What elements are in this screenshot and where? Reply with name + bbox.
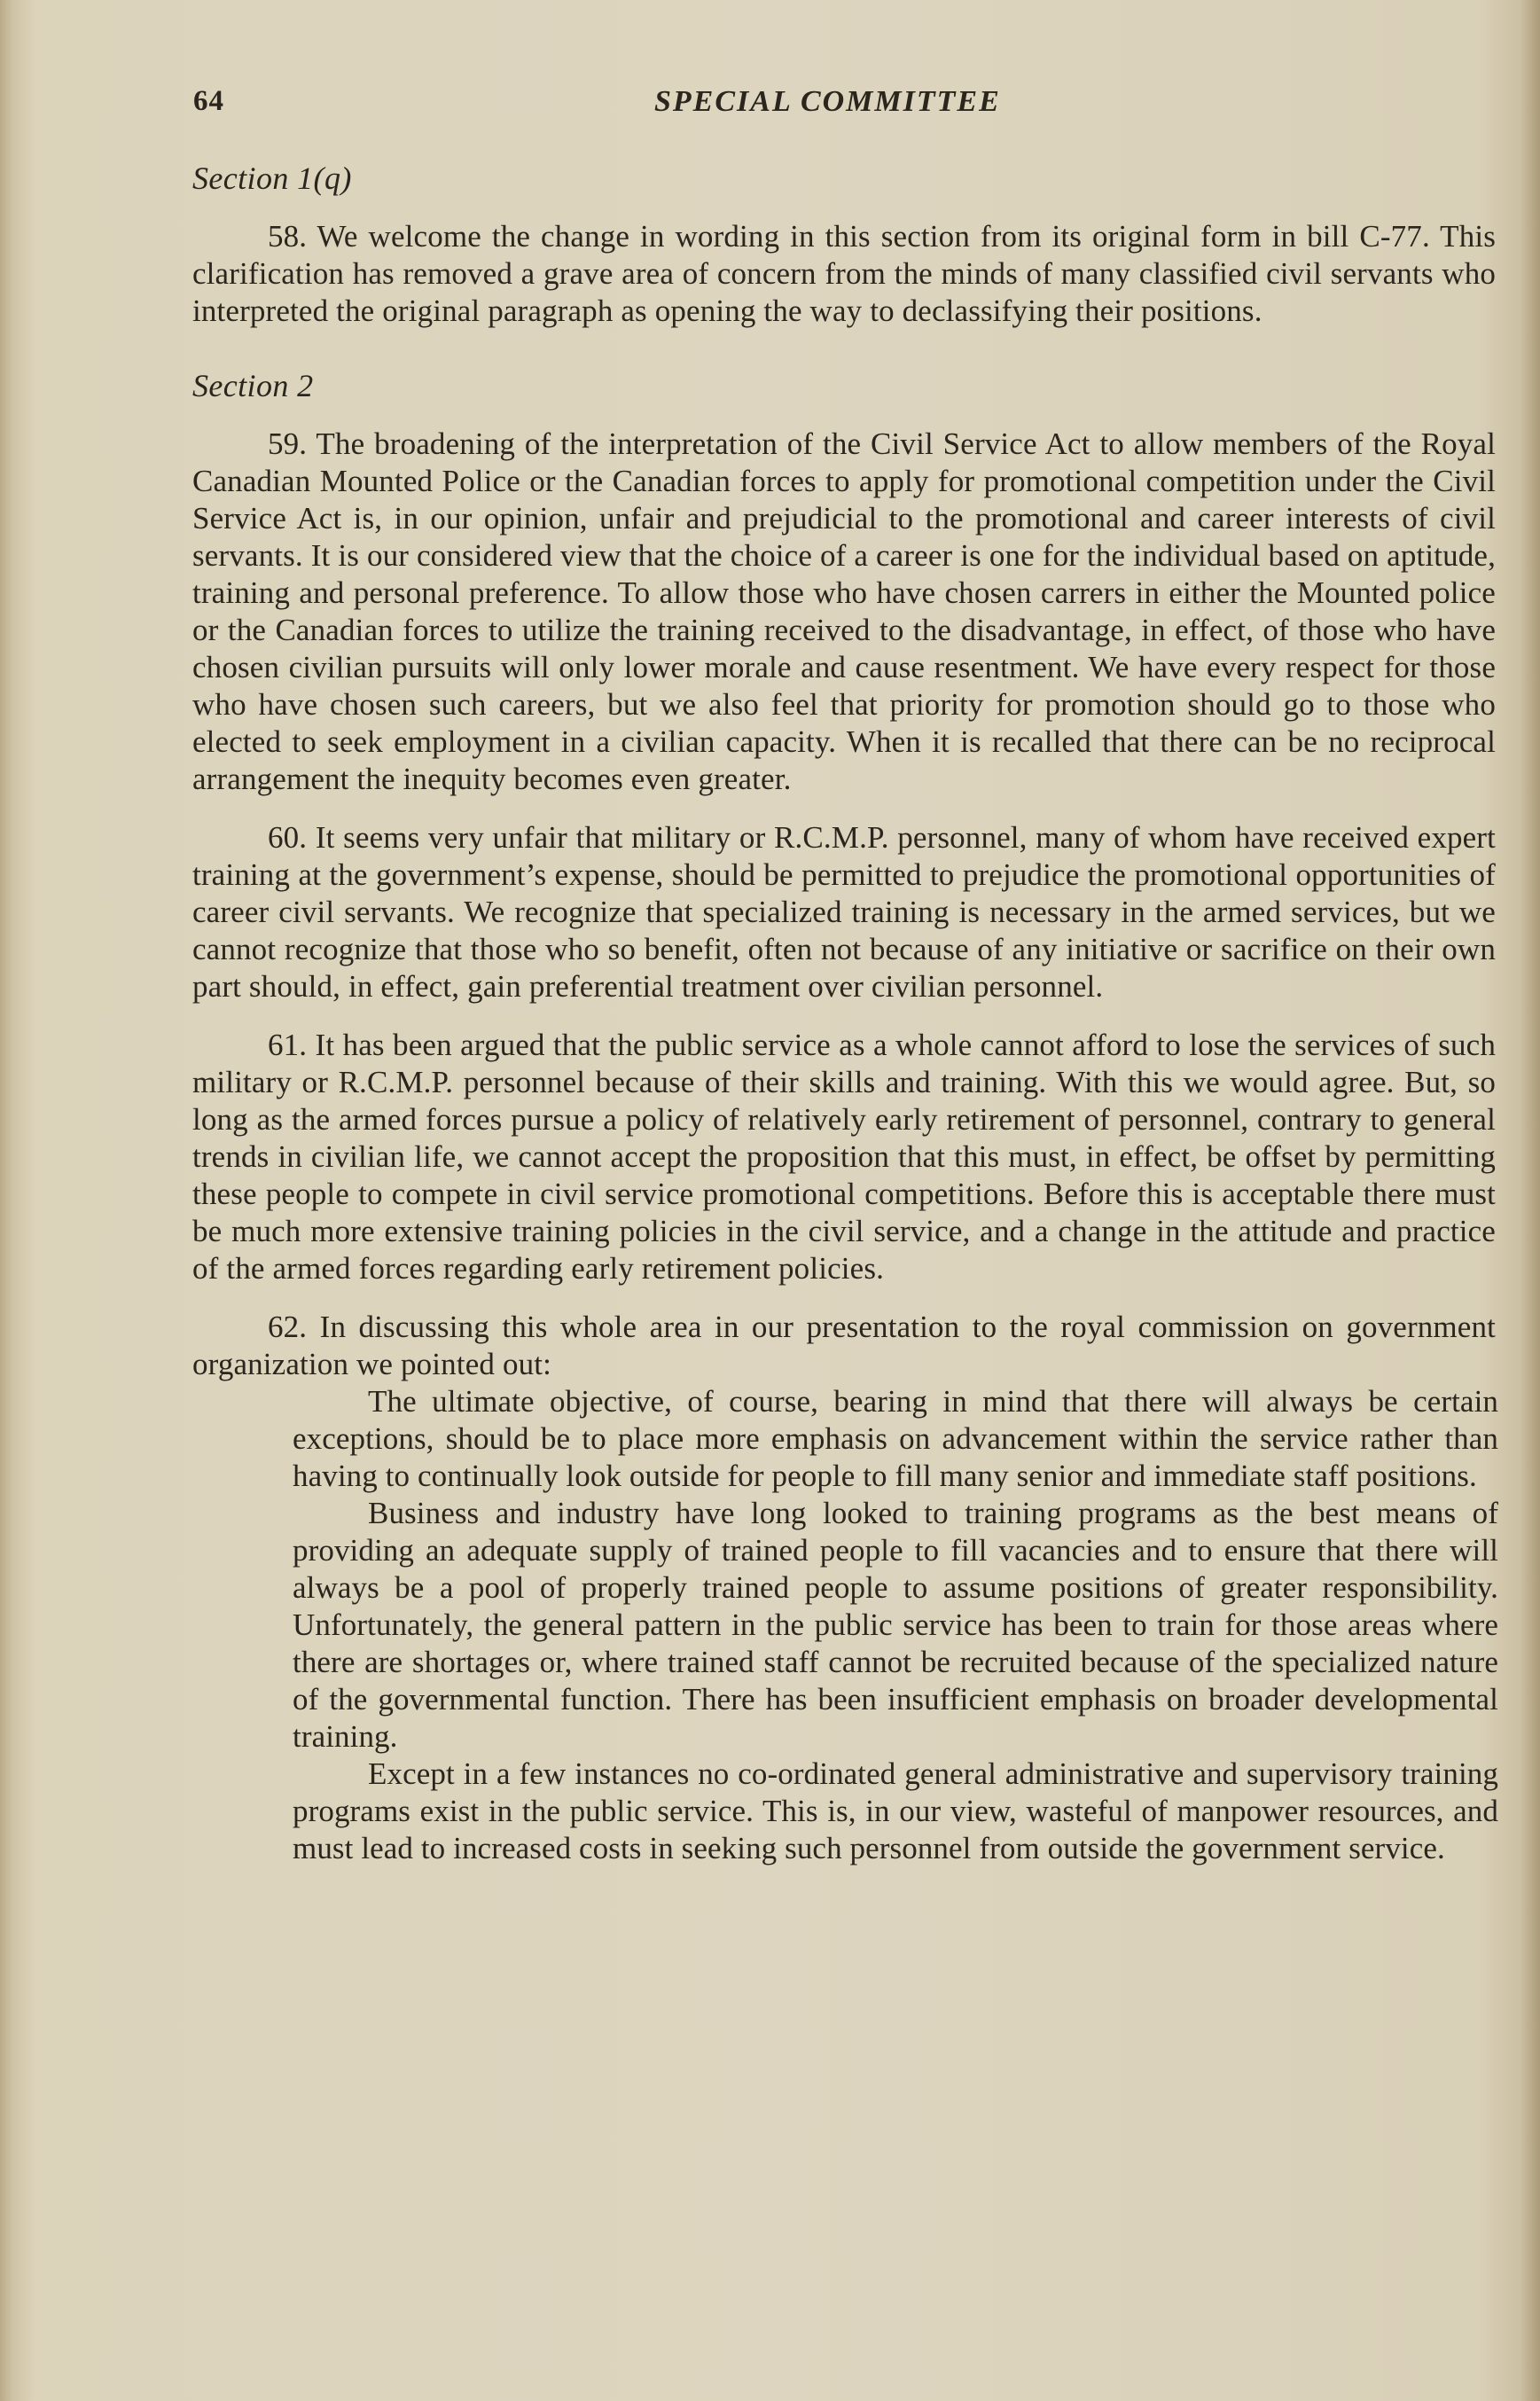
page-header <box>193 85 1497 129</box>
quote-paragraph: The ultimate objective, of course, bearing in mind that there will always be certain exceptions, should be to place more emphasis on advancement within the service rather than having to continually look outside for people to fill many senior and immediate staff positions. <box>293 1384 1498 1493</box>
page-number: 64 <box>193 85 224 117</box>
quote-paragraph: Business and industry have long looked to training programs as the best means of providing an adequate supply of trained people to fill vacancies and to ensure that there will always be a pool of properly trained people to assume positions of greater responsibility. Unfortunately, the general pattern in the public service has been to train for those areas where there are shortages or, where trained staff cannot be recruited because of the specialized nature of the governmental function. There has been insufficient emphasis on broader developmental training. <box>293 1496 1498 1754</box>
page-body <box>192 160 1496 1867</box>
section-heading: Section 1(q) <box>192 160 352 196</box>
section-heading: Section 2 <box>192 368 314 403</box>
block-quote <box>293 1383 1498 1867</box>
paragraph-60: 60. It seems very unfair that military or R.C.M.P. personnel, many of whom have received expert training at the government’s expense, should be permitted to prejudice the promotional opportunities of career civil servants. We recognize that specialized training is necessary in the armed services, but we cannot recognize that those who so benefit, often not because of any initiative or sacrifice on their own part should, in effect, gain preferential treatment over civilian personnel. <box>192 820 1496 1004</box>
paragraph-58: 58. We welcome the change in wording in this section from its original form in bill C-77. This clarification has removed a grave area of concern from the minds of many classified civil servants who interpreted the original paragraph as opening the way to declassifying their positions. <box>192 219 1496 328</box>
paragraph-59: 59. The broadening of the interpretation of the Civil Service Act to allow members of the Royal Canadian Mounted Police or the Canadian forces to apply for promotional competition under the Civil Service Act is, in our opinion, unfair and prejudicial to the promotional and career interests of civil servants. It is our considered view that the choice of a career is one for the individual based on aptitude, training and personal preference. To allow those who have chosen carrers in either the Mounted police or the Canadian forces to utilize the training received to the disadvantage, in effect, of those who have chosen civilian pursuits will only lower morale and cause resentment. We have every respect for those who have chosen such careers, but we also feel that priority for promotion should go to those who elected to seek employment in a civilian capacity. When it is recalled that there can be no reciprocal arrangement the inequity becomes even greater. <box>192 426 1496 796</box>
quote-paragraph: Except in a few instances no co-ordinated general administrative and supervisory training programs exist in the public service. This is, in our view, wasteful of manpower resources, and must lead to increased costs in seeking such personnel from outside the government service. <box>293 1756 1498 1865</box>
paragraph-62: 62. In discussing this whole area in our presentation to the royal commission on government organization we pointed out: <box>192 1310 1496 1381</box>
paragraph-61: 61. It has been argued that the public service as a whole cannot afford to lose the services of such military or R.C.M.P. personnel because of their skills and training. With this we would agree. But, so long as the armed forces pursue a policy of relatively early retirement of personnel, contrary to general trends in civilian life, we cannot accept the proposition that this must, in effect, be offset by permitting these people to compete in civil service promotional competitions. Before this is acceptable there must be much more extensive training policies in the civil service, and a change in the attitude and practice of the armed forces regarding early retirement policies. <box>192 1028 1496 1286</box>
running-head: SPECIAL COMMITTEE <box>654 85 1001 118</box>
